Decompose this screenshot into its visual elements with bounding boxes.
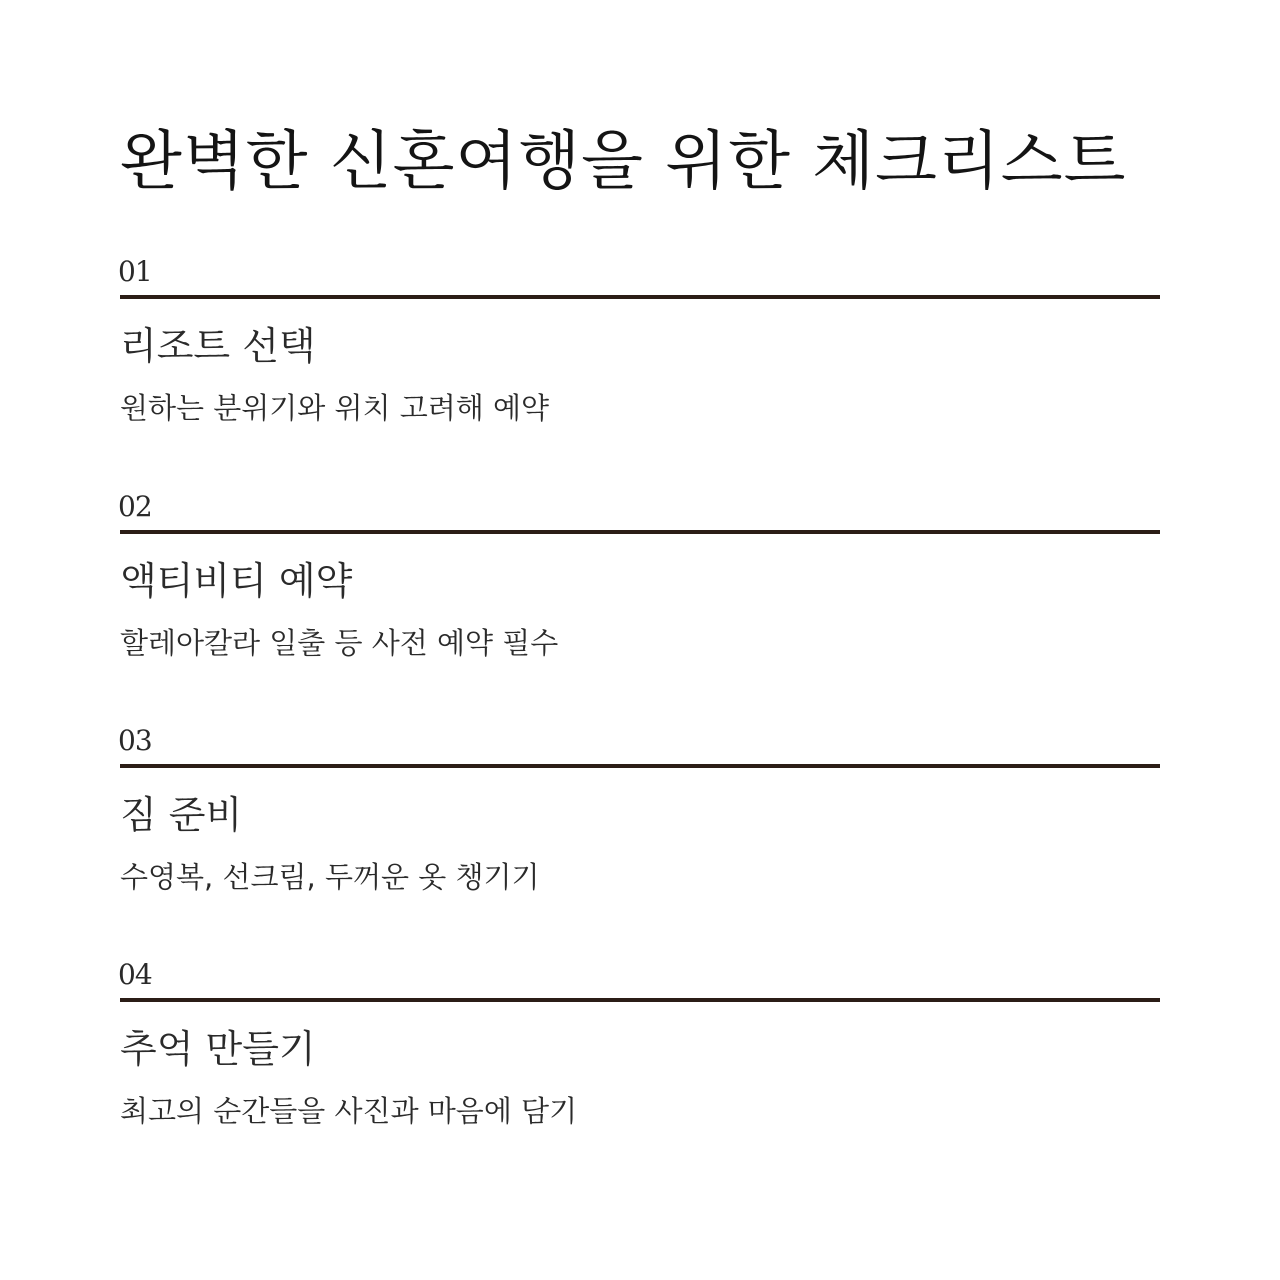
checklist-item-4 <box>120 958 1160 1148</box>
item-divider <box>120 998 1160 1002</box>
page-title: 완벽한 신혼여행을 위한 체크리스트 <box>120 125 1127 199</box>
checklist-item-3 <box>120 724 1160 914</box>
checklist-page <box>120 0 1160 1280</box>
checklist-item-1 <box>120 255 1160 445</box>
item-heading: 리조트 선택 <box>120 324 316 368</box>
item-divider <box>120 764 1160 768</box>
item-heading: 액티비티 예약 <box>120 559 353 603</box>
item-description: 할레아칼라 일출 등 사전 예약 필수 <box>120 626 559 660</box>
item-description: 최고의 순간들을 사진과 마음에 담기 <box>120 1094 578 1128</box>
item-number: 02 <box>118 490 152 523</box>
item-divider <box>120 295 1160 299</box>
item-description: 원하는 분위기와 위치 고려해 예약 <box>120 391 550 425</box>
item-description: 수영복, 선크림, 두꺼운 옷 챙기기 <box>120 860 540 894</box>
item-heading: 추억 만들기 <box>120 1027 316 1071</box>
item-number: 03 <box>118 724 152 757</box>
item-number: 01 <box>118 255 152 288</box>
checklist-item-2 <box>120 490 1160 680</box>
item-number: 04 <box>118 958 152 991</box>
item-divider <box>120 530 1160 534</box>
item-heading: 짐 준비 <box>120 793 243 837</box>
